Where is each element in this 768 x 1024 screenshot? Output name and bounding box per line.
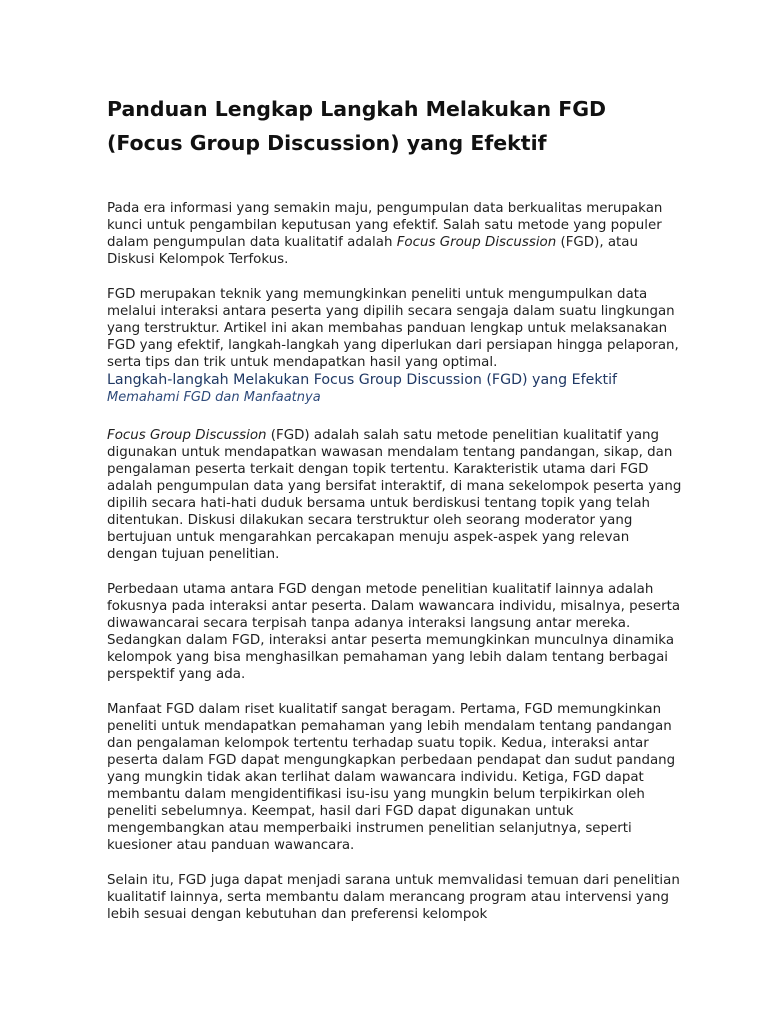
document-title: Panduan Lengkap Langkah Melakukan FGD (Focus Group Discussion) yang Efektif bbox=[107, 97, 607, 155]
document-page bbox=[107, 92, 682, 941]
body-p1-text: (FGD) adalah salah satu metode penelitian kualitatif yang digunakan untuk mendapatkan wawasan mendalam tentang pandangan, sikap, dan pengalaman peserta terkait dengan topik tertentu. Karakteristik utama dari FGD adalah pengumpulan data yang bersifat interaktif, di mana sekelompok peserta yang dipilih secara hati-hati duduk bersama untuk berdiskusi tentang topik yang telah ditentukan. Diskusi dilakukan secara terstruktur oleh seorang moderator yang bertujuan untuk mengarahkan percakapan menuju aspek-aspek yang relevan dengan tujuan penelitian. bbox=[107, 428, 682, 562]
intro-p1-emphasis: Focus Group Discussion bbox=[396, 235, 557, 250]
body-paragraph-1 bbox=[107, 427, 682, 563]
intro-paragraph-2: FGD merupakan teknik yang memungkinkan peneliti untuk mengumpulkan data melalui interaksi antara peserta yang dipilih secara sengaja dalam suatu lingkungan yang terstruktur. Artikel ini akan membahas panduan lengkap untuk melaksanakan FGD yang efektif, langkah-langkah yang diperlukan dari persiapan hingga pelaporan, serta tips dan trik untuk mendapatkan hasil yang optimal. bbox=[107, 287, 679, 370]
section-subheading: Memahami FGD dan Manfaatnya bbox=[107, 390, 321, 405]
intro-p1-text-b: (FGD), atau Diskusi Kelompok Terfokus. bbox=[107, 235, 638, 267]
body-paragraph-4: Selain itu, FGD juga dapat menjadi sarana untuk memvalidasi temuan dari penelitian kualitatif lainnya, serta membantu dalam merancang program atau intervensi yang lebih sesuai dengan kebutuhan dan preferensi kelompok bbox=[107, 873, 680, 922]
body-p1-emphasis: Focus Group Discussion bbox=[107, 428, 267, 443]
intro-p1-text-a: Pada era informasi yang semakin maju, pengumpulan data berkualitas merupakan kunci untuk pengambilan keputusan yang efektif. Salah satu metode yang populer dalam pengumpulan data kualitatif adalah bbox=[107, 201, 663, 250]
body-paragraph-3: Manfaat FGD dalam riset kualitatif sangat beragam. Pertama, FGD memungkinkan peneliti untuk mendapatkan pemahaman yang lebih mendalam tentang pandangan dan pengalaman kelompok tertentu terhadap suatu topik. Kedua, interaksi antar peserta dalam FGD dapat mengungkapkan perbedaan pendapat dan sudut pandang yang mungkin tidak akan terlihat dalam wawancara individu. Ketiga, FGD dapat membantu dalam mengidentifikasi isu-isu yang mungkin belum terpikirkan oleh peneliti sebelumnya. Keempat, hasil dari FGD dapat digunakan untuk mengembangkan atau memperbaiki instrumen penelitian selanjutnya, seperti kuesioner atau panduan wawancara. bbox=[107, 702, 676, 853]
intro-paragraph-1 bbox=[107, 200, 682, 268]
body-paragraph-2: Perbedaan utama antara FGD dengan metode penelitian kualitatif lainnya adalah fokusnya pada interaksi antar peserta. Dalam wawancara individu, misalnya, peserta diwawancarai secara terpisah tanpa adanya interaksi langsung antar mereka. Sedangkan dalam FGD, interaksi antar peserta memungkinkan munculnya dinamika kelompok yang bisa menghasilkan pemahaman yang lebih dalam tentang berbagai perspektif yang ada. bbox=[107, 582, 681, 682]
section-heading: Langkah-langkah Melakukan Focus Group Discussion (FGD) yang Efektif bbox=[107, 372, 618, 388]
